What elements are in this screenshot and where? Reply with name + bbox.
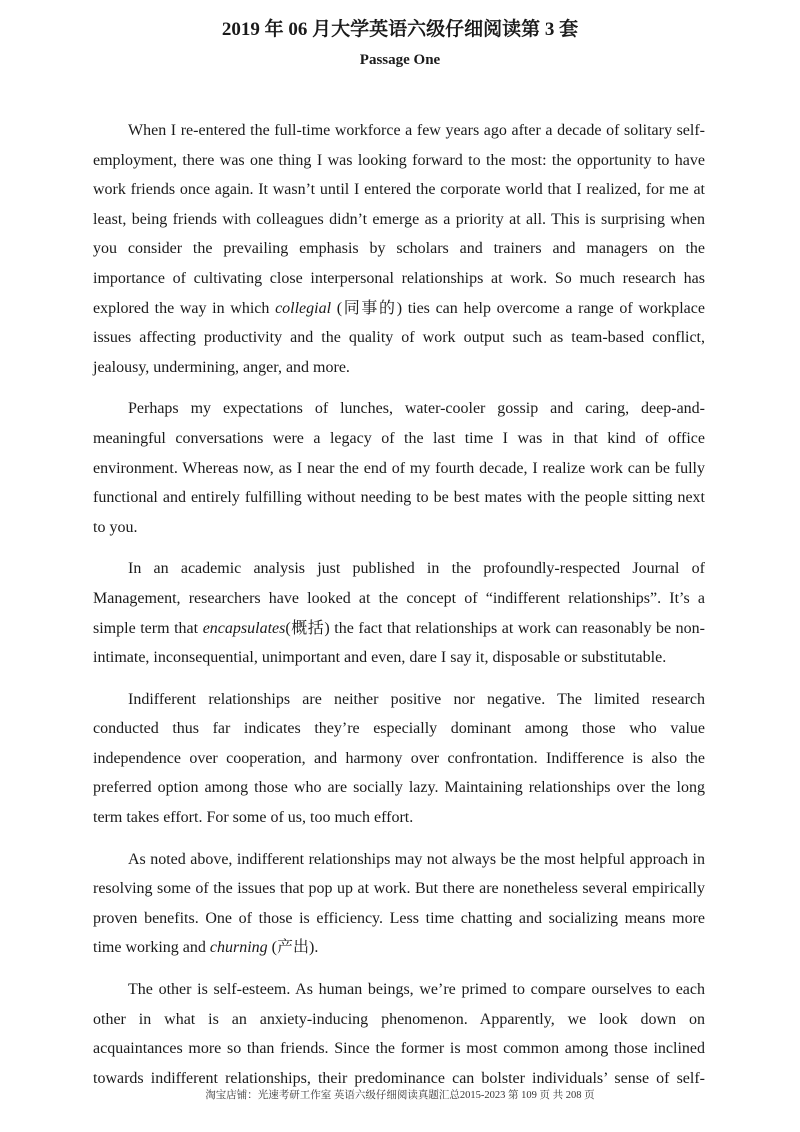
text-line [93, 116, 705, 146]
text-segment: (产出). [267, 939, 319, 957]
text-segment: Management, researchers have looked at the concept of “indifferent relationships”. It’s a [93, 589, 705, 607]
text-segment: explored the way in which [93, 299, 276, 317]
text-segment: time working and [93, 939, 210, 957]
text-segment: towards indifferent relationships, their predominance can bolster individuals’ sense of self- [93, 1069, 705, 1087]
text-line [93, 933, 705, 963]
text-line [93, 294, 705, 324]
text-line [93, 234, 705, 264]
text-segment: simple term that [93, 619, 203, 637]
text-segment: environment. Whereas now, as I near the end of my fourth decade, I realize work can be fully [93, 459, 705, 477]
text-line [93, 614, 705, 644]
text-line [93, 744, 705, 774]
text-line [93, 584, 705, 614]
italic-term: collegial [275, 299, 332, 317]
text-segment: intimate, inconsequential, unimportant and even, dare I say it, disposable or substitutable. [93, 649, 667, 667]
text-segment: functional and entirely fulfilling without needing to be best mates with the people sitting next [93, 489, 705, 507]
text-line [93, 146, 705, 176]
text-line [93, 205, 705, 235]
text-line [93, 685, 705, 715]
text-line [93, 554, 705, 584]
text-segment: other in what is an anxiety-inducing phenomenon. Apparently, we look down on [93, 1010, 705, 1028]
text-segment: The other is self-esteem. As human beings, we’re primed to compare ourselves to each [128, 981, 705, 999]
text-line [93, 323, 705, 353]
text-line [93, 845, 705, 875]
text-line [93, 714, 705, 744]
text-segment: resolving some of the issues that pop up at work. But there are nonetheless several empirically [93, 880, 705, 898]
text-segment: independence over cooperation, and harmony over confrontation. Indifference is also the [93, 749, 705, 767]
text-line [93, 424, 705, 454]
text-segment: least, being friends with colleagues didn’t emerge as a priority at all. This is surprising when [93, 210, 705, 228]
text-segment: acquaintances more so than friends. Since the former is most common among those inclined [93, 1040, 705, 1058]
text-segment: employment, there was one thing I was looking forward to the most: the opportunity to have [93, 151, 705, 169]
text-segment: When I re-entered the full-time workforce a few years ago after a decade of solitary self- [128, 122, 705, 139]
text-segment: Perhaps my expectations of lunches, water-cooler gossip and caring, deep-and- [128, 400, 705, 418]
text-segment: Indifferent relationships are neither positive nor negative. The limited research [128, 690, 705, 708]
text-line [93, 1005, 705, 1035]
text-segment: to you. [93, 518, 138, 536]
text-line [93, 264, 705, 294]
text-segment: As noted above, indifferent relationships may not always be the most helpful approach in [128, 850, 705, 868]
text-line [93, 175, 705, 205]
text-line [93, 394, 705, 424]
paragraph [93, 845, 705, 963]
text-segment: preferred option among those who are socially lazy. Maintaining relationships over the long [93, 779, 705, 797]
text-segment: proven benefits. One of those is efficiency. Less time chatting and socializing means more [93, 909, 705, 927]
text-segment: conducted thus far indicates they’re especially dominant among those who value [93, 720, 705, 738]
paragraph [93, 554, 705, 672]
text-segment: meaningful conversations were a legacy of the last time I was in that kind of office [93, 429, 705, 447]
text-line [93, 483, 705, 513]
text-segment: issues affecting productivity and the quality of work output such as team-based conflict, [93, 329, 705, 347]
text-line [93, 904, 705, 934]
text-segment: work friends once again. It wasn’t until I entered the corporate world that I realized, for me at [93, 181, 705, 199]
paragraph [93, 116, 705, 382]
document-title: 2019 年 06 月大学英语六级仔细阅读第 3 套 [221, 19, 579, 40]
text-segment: jealousy, undermining, anger, and more. [93, 358, 350, 376]
text-line [93, 803, 705, 833]
italic-term: encapsulates [202, 619, 286, 637]
text-line [93, 513, 705, 543]
text-segment: you consider the prevailing emphasis by scholars and trainers and managers on the [93, 240, 705, 258]
text-line [93, 353, 705, 383]
text-segment: (同事的) ties can help overcome a range of workplace [331, 299, 705, 317]
page-footer: 淘宝店铺：光速考研工作室 英语六级仔细阅读真题汇总2015-2023 第 109 页 共 208 页 [205, 1090, 595, 1101]
text-segment: (概括) the fact that relationships at work can reasonably be non- [285, 619, 705, 637]
text-line [93, 975, 705, 1005]
text-line [93, 1034, 705, 1064]
text-line [93, 454, 705, 484]
paragraph [93, 394, 705, 542]
text-segment: In an academic analysis just published in the profoundly-respected Journal of [128, 560, 705, 578]
text-line [93, 874, 705, 904]
passage-heading: Passage One [359, 52, 441, 68]
paragraph [93, 975, 705, 1093]
text-line [93, 643, 705, 673]
paragraph [93, 685, 705, 833]
text-segment: term takes effort. For some of us, too much effort. [93, 809, 414, 827]
text-line [93, 773, 705, 803]
text-segment: importance of cultivating close interpersonal relationships at work. So much research has [93, 269, 705, 287]
italic-term: churning [209, 939, 268, 957]
passage-body [93, 116, 705, 1105]
